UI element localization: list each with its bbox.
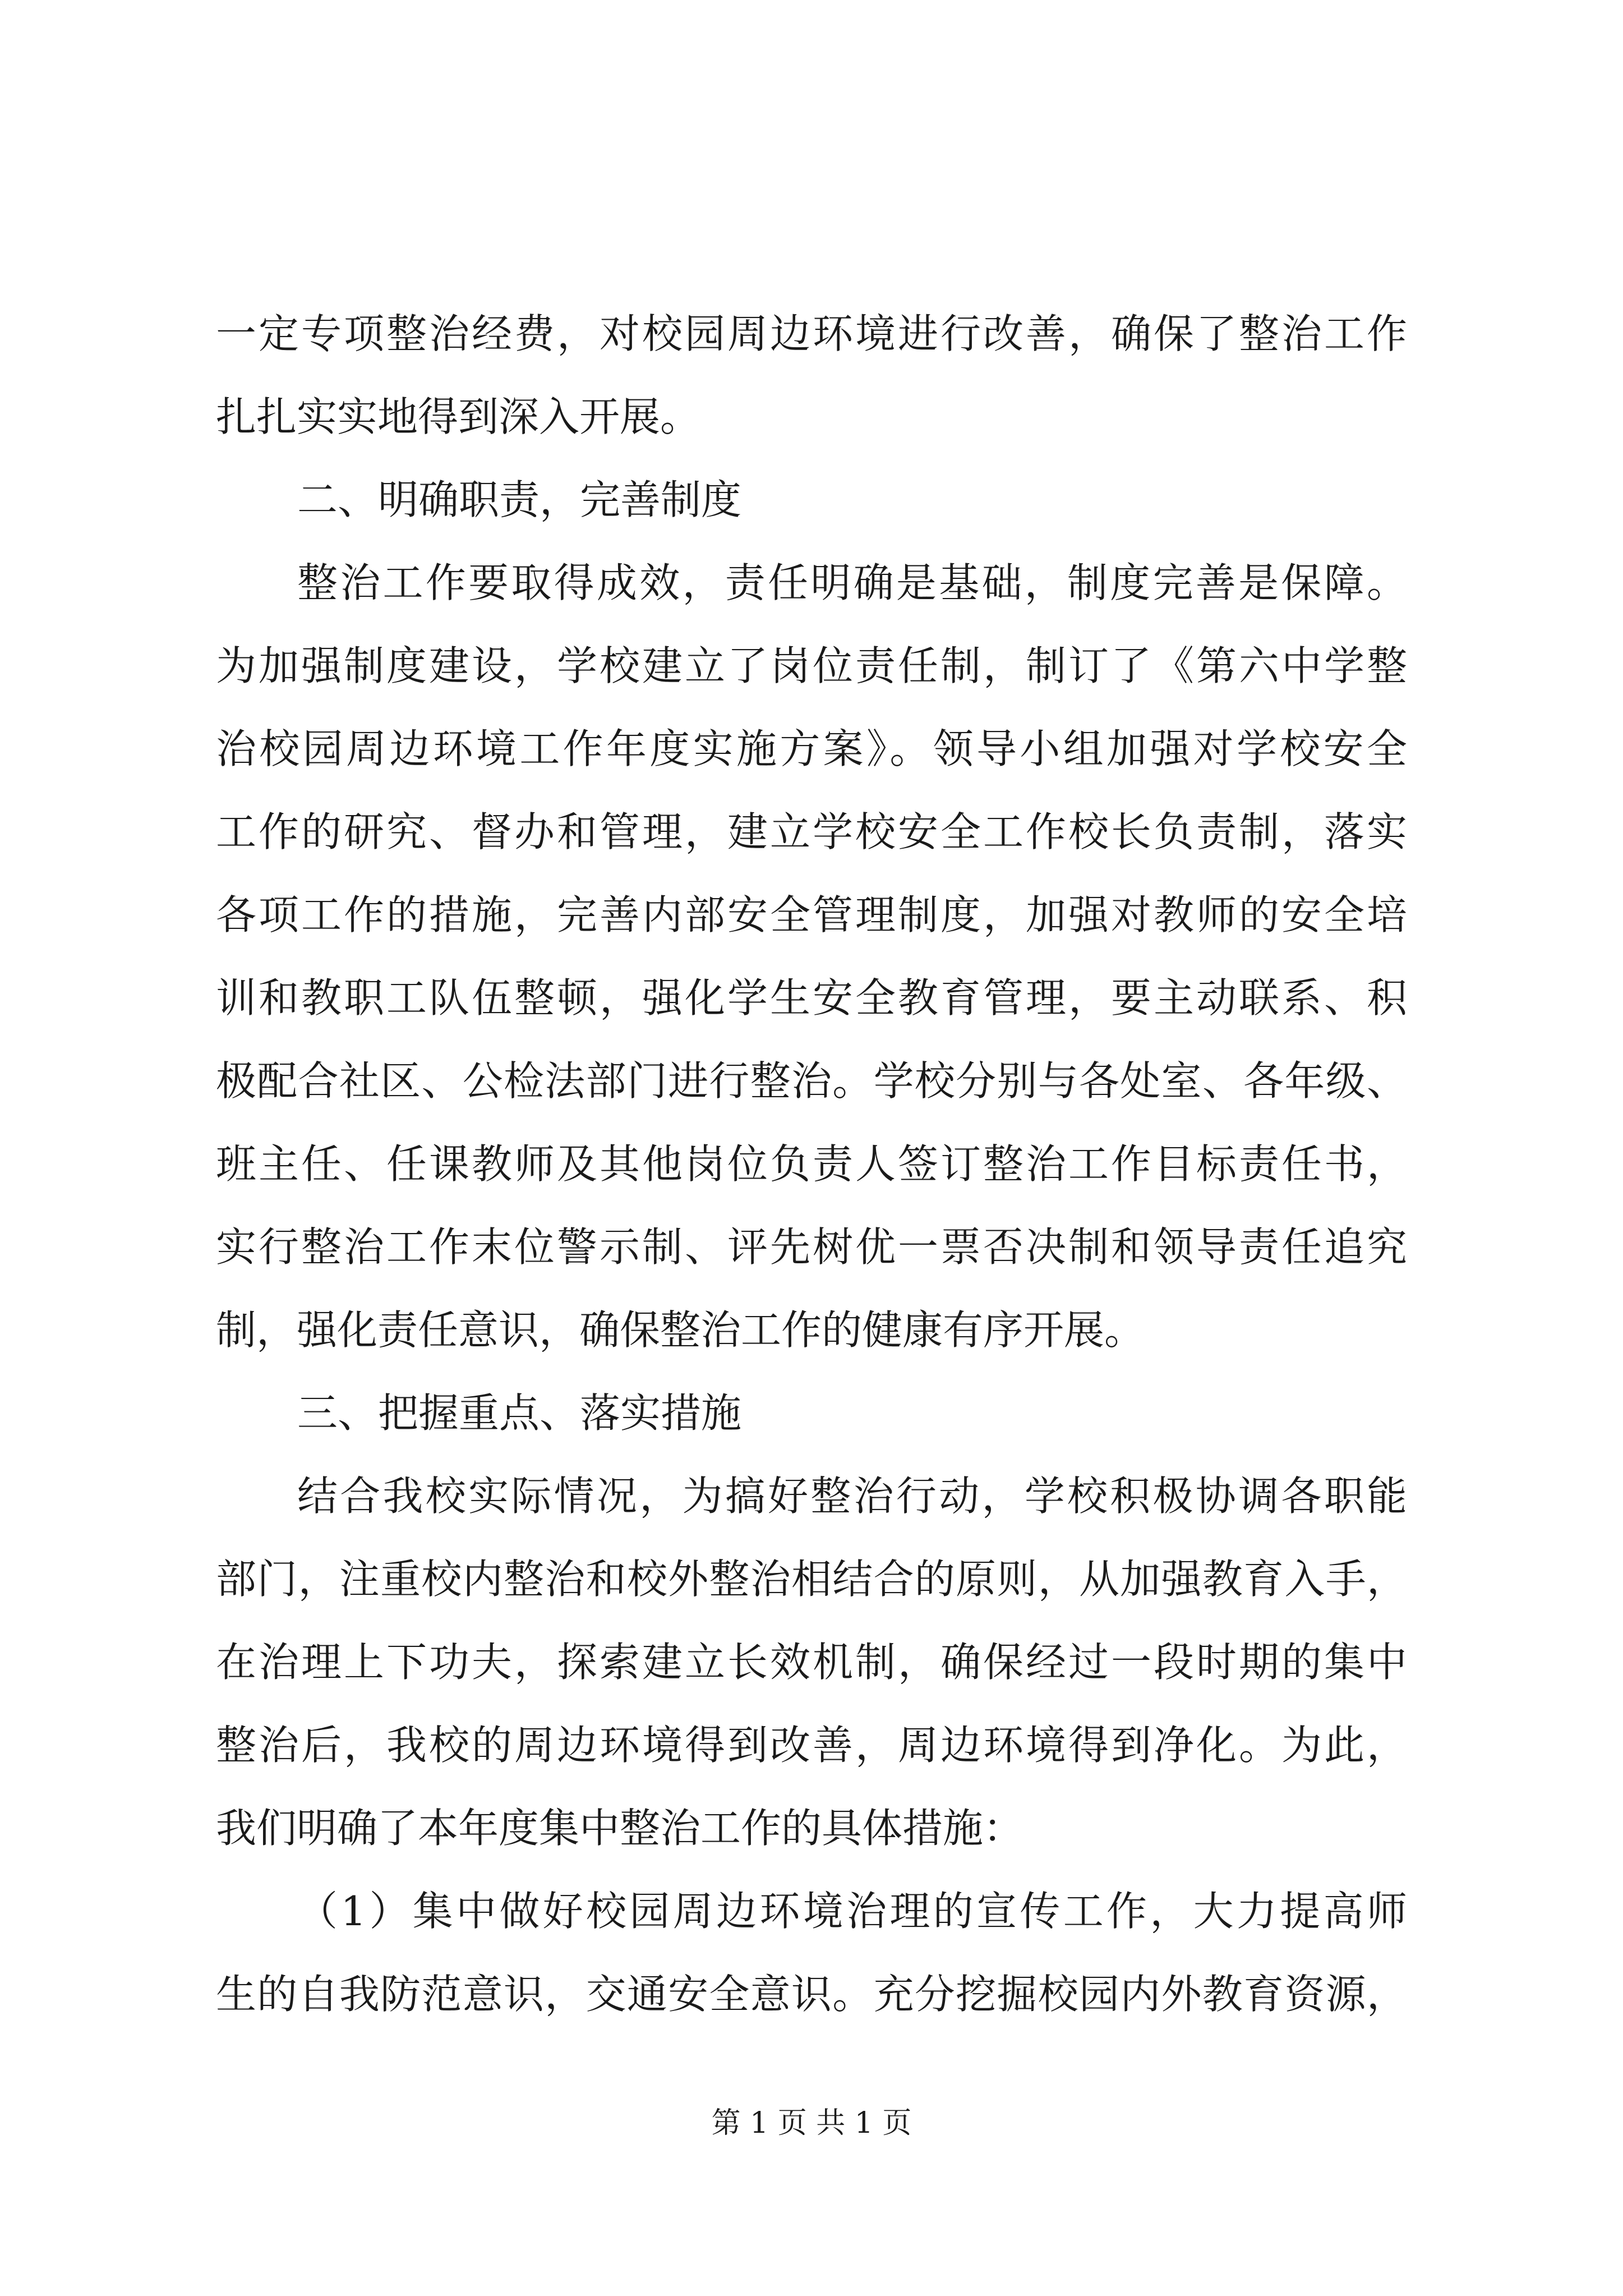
- text-line-10: 极配合社区、公检法部门进行整治。学校分别与各处室、各年级、: [216, 1057, 1407, 1105]
- text-line-6: 治校园周边环境工作年度实施方案》。领导小组加强对学校安全: [216, 725, 1407, 772]
- text-line-18: 整治后，我校的周边环境得到改善，周边环境得到净化。为此，: [216, 1722, 1407, 1769]
- text-line-21: 生的自我防范意识，交通安全意识。充分挖掘校园内外教育资源，: [216, 1971, 1407, 2018]
- text-line-15: 结合我校实际情况，为搞好整治行动，学校积极协调各职能: [297, 1473, 1407, 1520]
- text-line-16: 部门，注重校内整治和校外整治相结合的原则，从加强教育入手，: [216, 1556, 1407, 1603]
- text-line-9: 训和教职工队伍整顿，强化学生安全教育管理，要主动联系、积: [216, 974, 1407, 1022]
- text-line-11: 班主任、任课教师及其他岗位负责人签订整治工作目标责任书，: [216, 1140, 1407, 1188]
- text-line-12: 实行整治工作末位警示制、评先树优一票否决制和领导责任追究: [216, 1223, 1407, 1271]
- text-line-8: 各项工作的措施，完善内部安全管理制度，加强对教师的安全培: [216, 891, 1407, 938]
- text-line-1: 一定专项整治经费，对校园周边环境进行改善，确保了整治工作: [216, 310, 1407, 357]
- text-line-20: （1）集中做好校园周边环境治理的宣传工作，大力提高师: [297, 1888, 1407, 1935]
- section-heading-2: 二、明确职责，完善制度: [297, 476, 742, 523]
- text-line-17: 在治理上下功夫，探索建立长效机制，确保经过一段时期的集中: [216, 1639, 1407, 1686]
- text-line-13: 制，强化责任意识，确保整治工作的健康有序开展。: [216, 1306, 1145, 1354]
- text-line-5: 为加强制度建设，学校建立了岗位责任制，制订了《第六中学整: [216, 642, 1407, 689]
- text-line-19: 我们明确了本年度集中整治工作的具体措施：: [216, 1805, 1024, 1852]
- text-line-4: 整治工作要取得成效，责任明确是基础，制度完善是保障。: [297, 559, 1407, 606]
- section-heading-3: 三、把握重点、落实措施: [297, 1389, 742, 1437]
- text-line-2: 扎扎实实地得到深入开展。: [216, 393, 701, 440]
- text-line-7: 工作的研究、督办和管理，建立学校安全工作校长负责制，落实: [216, 808, 1407, 855]
- page-footer: 第 1 页 共 1 页: [711, 2106, 912, 2140]
